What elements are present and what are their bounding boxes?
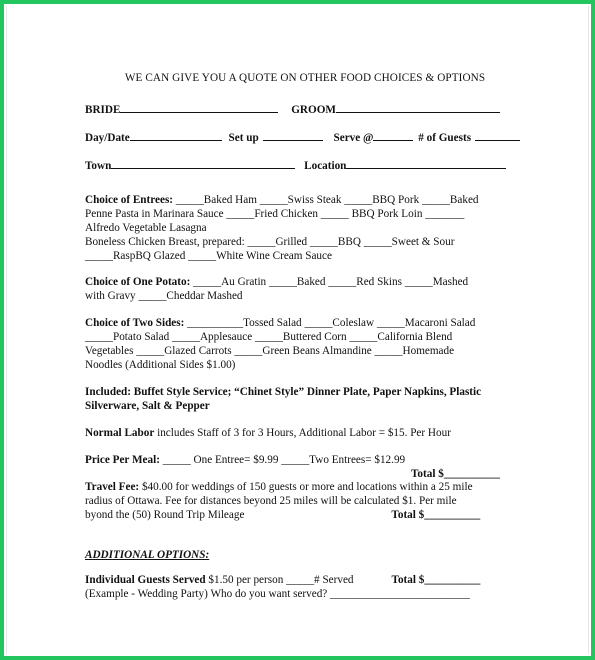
price-section: [85, 454, 525, 524]
labor-section: [85, 427, 525, 441]
individual-guests-label: Individual Guests Served: [85, 574, 206, 587]
set-up-label: Set up: [228, 131, 259, 144]
additional-options-section: [85, 549, 525, 602]
set-up-field[interactable]: [263, 130, 323, 141]
potato-section: [85, 276, 525, 304]
serve-field[interactable]: [373, 130, 413, 141]
sides-line-3[interactable]: Vegetables _____Glazed Carrots _____Green Beans Almandine _____Homemade: [85, 345, 455, 358]
travel-line-3: byond the (50) Round Trip Mileage: [85, 509, 245, 522]
sides-line-4: Noodles (Additional Sides $1.00): [85, 358, 236, 371]
location-label: Location: [304, 159, 347, 172]
bride-field[interactable]: [120, 102, 278, 113]
potato-label: Choice of One Potato:: [85, 276, 191, 289]
entrees-section: [85, 194, 525, 264]
bride-groom-row: [85, 102, 525, 130]
catering-form: [85, 72, 525, 602]
entrees-line-4[interactable]: Boneless Chicken Breast, prepared: _____Grilled _____BBQ _____Sweet & Sour: [85, 235, 455, 248]
town-row: [85, 158, 525, 186]
travel-total[interactable]: Total $__________: [391, 509, 481, 522]
bride-label: BRIDE: [85, 103, 121, 116]
groom-field[interactable]: [336, 102, 500, 113]
groom-label: GROOM: [291, 103, 336, 116]
sides-line-1[interactable]: __________Tossed Salad _____Coleslaw _____Macaroni Salad: [184, 317, 476, 330]
additional-total[interactable]: Total $__________: [391, 574, 481, 587]
price-label: Price Per Meal:: [85, 453, 160, 466]
town-label: Town: [85, 159, 112, 172]
guests-field[interactable]: [475, 130, 520, 141]
date-row: [85, 130, 525, 158]
entrees-line-1[interactable]: _____Baked Ham _____Swiss Steak _____BBQ Pork _____Baked: [175, 193, 479, 206]
sides-line-2[interactable]: _____Potato Salad _____Applesauce _____Buttered Corn _____California Blend: [85, 331, 453, 344]
included-section: [85, 386, 525, 414]
price-text[interactable]: _____ One Entree= $9.99 _____Two Entrees= $12.99: [159, 453, 406, 466]
included-line-1: Included: Buffet Style Service; “Chinet Style” Dinner Plate, Paper Napkins, Plastic: [85, 385, 482, 398]
entrees-line-2[interactable]: Penne Pasta in Marinara Sauce _____Fried Chicken _____ BBQ Pork Loin _______: [85, 207, 465, 220]
entrees-label: Choice of Entrees:: [85, 193, 174, 206]
day-date-field[interactable]: [130, 130, 222, 141]
travel-label: Travel Fee:: [85, 481, 140, 494]
included-line-2: Silverware, Salt & Pepper: [85, 399, 210, 412]
potato-line-2[interactable]: with Gravy _____Cheddar Mashed: [85, 290, 243, 303]
town-field[interactable]: [111, 158, 295, 169]
document-page: [6, 6, 589, 654]
sides-label: Choice of Two Sides:: [85, 317, 185, 330]
additional-options-title: ADDITIONAL OPTIONS:: [85, 549, 210, 562]
travel-line-2: radius of Ottawa. Fee for distances beyond 25 miles will be calculated $1. Per mile: [85, 495, 457, 508]
entrees-line-3: Alfredo Vegetable Lasagna: [85, 221, 207, 234]
sides-section: [85, 317, 525, 373]
day-date-label: Day/Date: [85, 131, 130, 144]
labor-label: Normal Labor: [85, 426, 155, 439]
serve-label: Serve @: [333, 131, 374, 144]
guests-label: # of Guests: [418, 131, 472, 144]
entrees-line-5[interactable]: _____RaspBQ Glazed _____White Wine Cream Sauce: [85, 249, 332, 262]
potato-line-1[interactable]: _____Au Gratin _____Baked _____Red Skins _____Mashed: [190, 276, 469, 289]
form-heading: WE CAN GIVE YOU A QUOTE ON OTHER FOOD CHOICES & OPTIONS: [124, 72, 486, 84]
individual-guests-text[interactable]: $1.50 per person _____# Served: [205, 574, 354, 587]
travel-line-1: $40.00 for weddings of 150 guests or more and locations within a 25 mile: [139, 481, 473, 494]
additional-line-2[interactable]: (Example - Wedding Party) Who do you want served? _________________________: [85, 588, 470, 601]
price-total[interactable]: Total $__________: [411, 467, 500, 480]
labor-text: includes Staff of 3 for 3 Hours, Additional Labor = $15. Per Hour: [154, 426, 451, 439]
location-field[interactable]: [346, 158, 506, 169]
